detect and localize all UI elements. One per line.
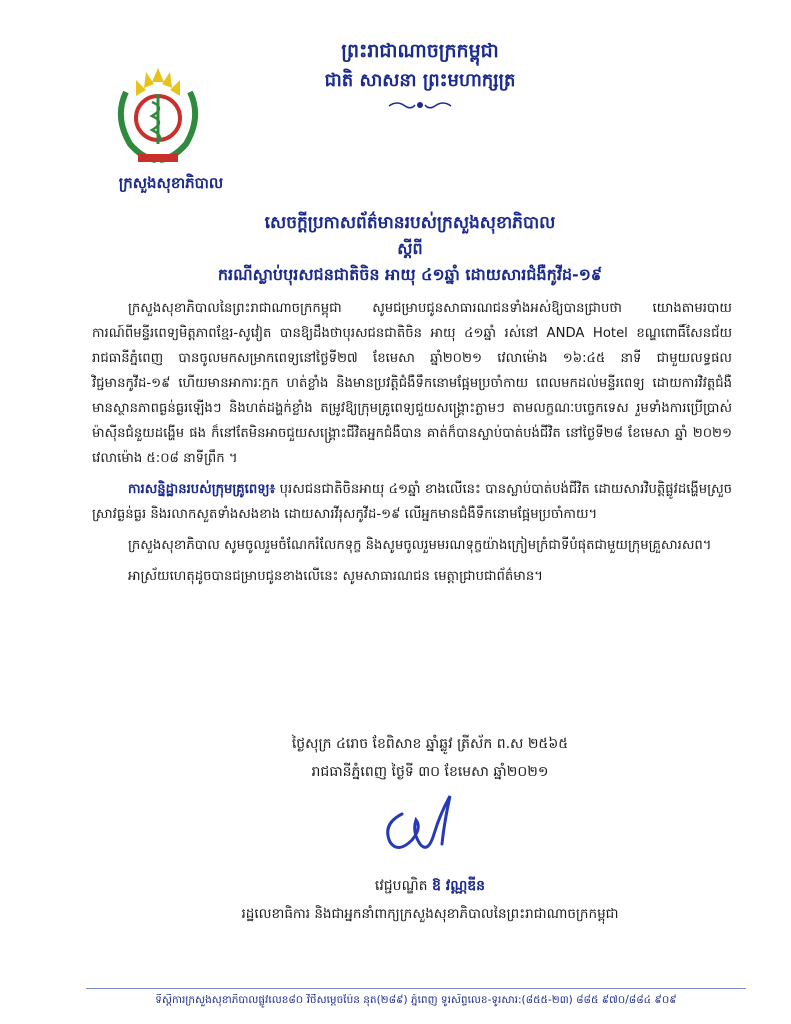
document-titles	[90, 210, 730, 288]
handwritten-signature	[372, 784, 472, 864]
conclusion-label: ការសន្និដ្ឋានរបស់ក្រុមគ្រូពេទ្យ៖	[128, 482, 276, 497]
kingdom-name: ព្រះរាជាណាចក្រកម្ពុជា	[341, 40, 499, 62]
title-subject-word: ស្តីពី	[397, 239, 423, 258]
announcement-body	[92, 296, 732, 595]
announcement-title: សេចក្តីប្រកាសព័ត៌មានរបស់ក្រសួងសុខាភិបាល	[264, 213, 556, 233]
national-motto: ជាតិ សាសនា ព្រះមហាក្សត្រ	[324, 70, 516, 91]
footer-address: ទីស្តីការក្រសួងសុខាភិបាលផ្លូវលេខ៨០ វិថីសម្តេចប៉ែន នុត(២៨៩) ភ្នំពេញ ទូរស័ព្ទលេខ-ទូរសារ:(៨៥៥-២៣) ៨៨៥ ៩៧០/៨៨៤ ៩០៩	[155, 994, 677, 1006]
signer-block	[150, 872, 710, 928]
ministry-logo	[108, 62, 208, 172]
body-paragraph-3: ក្រសួងសុខាភិបាល សូមចូលរួមចំណែករំលែកទុក្ខ និងសូមចូលរួមមរណទុក្ខយ៉ាងក្រៀមក្រំជាទីបំផុតជាមួយក្រុមគ្រួសារសព។	[128, 538, 712, 553]
body-paragraph-1: ក្រសួងសុខាភិបាលនៃព្រះរាជាណាចក្រកម្ពុជា សូមជម្រាបជូនសាធារណជនទាំងអស់ឱ្យបានជ្រាបថា យោងតាមរបាយការណ៍ពីមន្ទីរពេទ្យមិត្តភាពខ្មែរ-សូវៀត បានឱ្យដឹងថាបុរសជនជាតិចិន អាយុ ៤១ឆ្នាំ រស់នៅ ANDA Hotel ខណ្ឌពោធិ៍សែនជ័យ រាជធានីភ្នំពេញ បានចូលមកសម្រាកពេទ្យនៅថ្ងៃទី២៧ ខែមេសា ឆ្នាំ២០២១ វេលាម៉ោង ១៦:៤៥ នាទី ជាមួយលទ្ធផលវិជ្ជមានកូវីដ-១៩ ហើយមានអាការៈក្អក ហត់ខ្លាំង និងមានប្រវត្តិជំងឺទឹកនោមផ្អែមប្រចាំកាយ ពេលមកដល់មន្ទីរពេទ្យ ដោយការវិវត្តជំងឺមានស្ថានភាពធ្ងន់ធ្ងរឡើងៗ និងហត់ដង្ហក់ខ្លាំង តម្រូវឱ្យក្រុមគ្រូពេទ្យជួយសង្គ្រោះភ្លាមៗ តាមលក្ខណៈបច្ចេកទេស រួមទាំងការប្រើប្រាស់ម៉ាស៊ីនជំនួយដង្ហើម ផង ក៏នៅតែមិនអាចជួយសង្គ្រោះជីវិតអ្នកជំងឺបាន គាត់ក៏បានស្លាប់បាត់បង់ជីវិត នៅថ្ងៃទី២៨ ខែមេសា ឆ្នាំ ២០២១ វេលាម៉ោង ៥:០៨ នាទីព្រឹក ។	[92, 301, 732, 466]
footer-divider	[86, 988, 746, 989]
body-paragraph-4: អាស្រ័យហេតុដូចបានជម្រាបជូនខាងលើនេះ សូមសាធារណជន មេត្តាជ្រាបជាព័ត៌មាន។	[128, 569, 543, 584]
date-block	[150, 730, 710, 786]
lunar-date: ថ្ងៃសុក្រ ៤រោច ខែពិសាខ ឆ្នាំឆ្លូវ ត្រីស័ក ព.ស ២៥៦៥	[291, 736, 569, 752]
ministry-name: ក្រសួងសុខាភិបាល	[118, 174, 224, 192]
body-paragraph-2	[92, 477, 732, 527]
logo-sun-rays	[136, 68, 180, 96]
conclusion-text: បុរសជនជាតិចិនអាយុ ៤១ឆ្នាំ ខាងលើនេះ បានស្លាប់បាត់បង់ជីវិត ដោយសារវិបត្តិផ្លូវដង្ហើមស្រួចស្រាវធ្ងន់ធ្ងរ និងរលាកសួតទាំងសងខាង ដោយសារវីរុសកូវីដ-១៩ លើអ្នកមានជំងឺទឹកនោមផ្អែមប្រចាំកាយ។	[92, 482, 732, 522]
ornament-divider	[385, 98, 455, 112]
announcement-subject: ករណីស្លាប់បុរសជនជាតិចិន អាយុ ៤១ឆ្នាំ ដោយសារជំងឺកូវីដ-១៩	[217, 265, 603, 284]
signer-name: ឱ វណ្ណឌីន	[432, 878, 486, 894]
signer-role: រដ្ឋលេខាធិការ និងជាអ្នកនាំពាក្យក្រសួងសុខាភិបាលនៃព្រះរាជាណាចក្រកម្ពុជា	[241, 906, 619, 922]
kingdom-header	[250, 36, 590, 112]
solar-date: រាជធានីភ្នំពេញ ថ្ងៃទី ៣០ ខែមេសា ឆ្នាំ២០២១	[311, 764, 549, 780]
signer-line	[150, 872, 710, 900]
signer-title: វេជ្ជបណ្ឌិត	[374, 878, 428, 894]
